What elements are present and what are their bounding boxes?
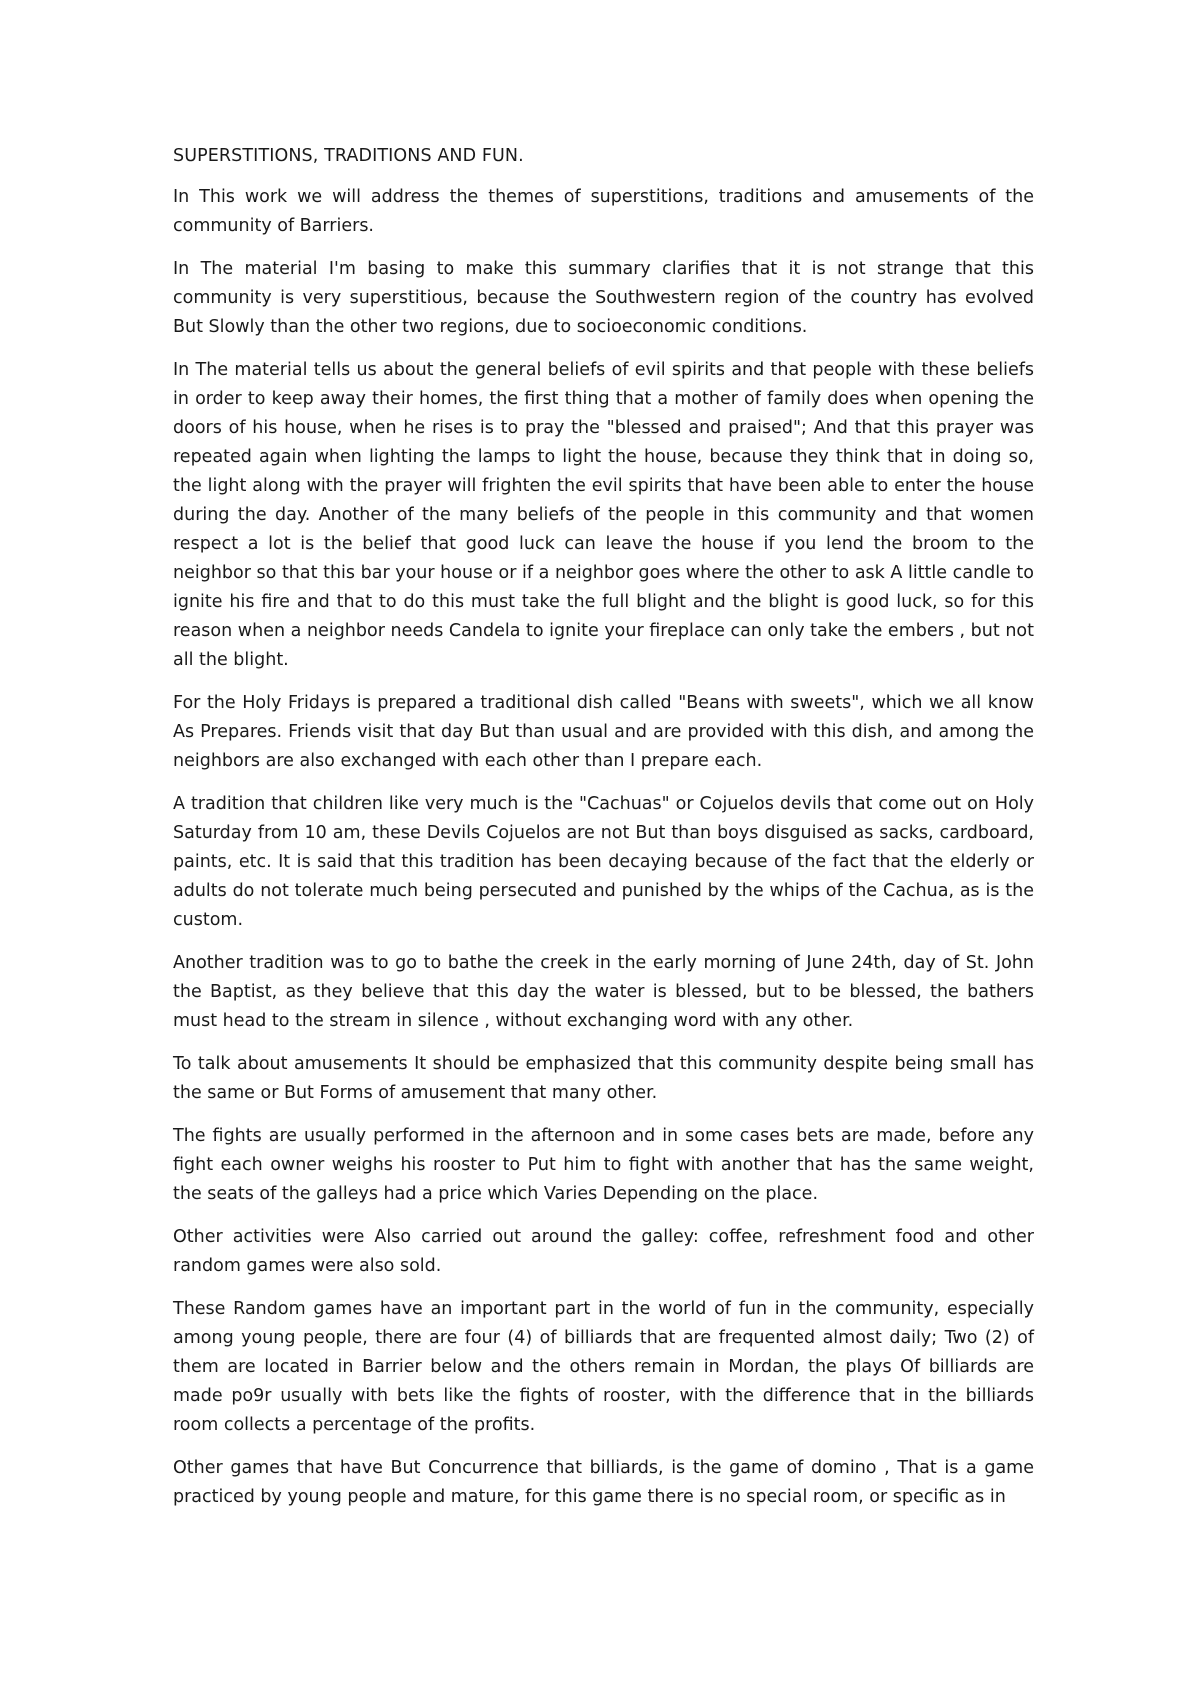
- paragraph-evil-spirits-beliefs: In The material tells us about the general beliefs of evil spirits and that people with these beliefs in order to keep away their homes, the first thing that a mother of family does when opening the doors of his house, when he rises is to pray the "blessed and praised"; And that this prayer was repeated again when lighting the lamps to light the house, because they think that in doing so, the light along with the prayer will frighten the evil spirits that have been able to enter the house during the day. Another of the many beliefs of the people in this community and that women respect a lot is the belief that good luck can leave the house if you lend the broom to the neighbor so that this bar your house or if a neighbor goes where the other to ask A little candle to ignite his fire and that to do this must take the full blight and the blight is good luck, so for this reason when a neighbor needs Candela to ignite your fireplace can only take the embers , but not all the blight.: [173, 360, 1034, 670]
- paragraph-billiards: These Random games have an important part in the world of fun in the community, especially among young people, there are four (4) of billiards that are frequented almost daily; Two (2) of them are located in Barrier below and the others remain in Mordan, the plays Of billiards are made po9r usually with bets like the fights of rooster, with the difference that in the billiards room collects a percentage of the profits.: [173, 1299, 1034, 1435]
- paragraph-holy-fridays: For the Holy Fridays is prepared a traditional dish called "Beans with sweets", which we all know As Prepares. Friends visit that day But than usual and are provided with this dish, and among the neighbors are also exchanged with each other than I prepare each.: [173, 693, 1034, 771]
- paragraph-domino: Other games that have But Concurrence that billiards, is the game of domino , That is a game practiced by young people and mature, for this game there is no special room, or specific as in: [173, 1458, 1034, 1507]
- paragraph-regional-context: In The material I'm basing to make this summary clarifies that it is not strange that this community is very superstitious, because the Southwestern region of the country has evolved But Slowly than the other two regions, due to socioeconomic conditions.: [173, 259, 1034, 337]
- paragraph-cockfights: The fights are usually performed in the afternoon and in some cases bets are made, before any fight each owner weighs his rooster to Put him to fight with another that has the same weight, the seats of the galleys had a price which Varies Depending on the place.: [173, 1126, 1034, 1204]
- paragraph-amusements: To talk about amusements It should be emphasized that this community despite being small has the same or But Forms of amusement that many other.: [173, 1054, 1034, 1103]
- document-page: [173, 142, 1034, 1526]
- document-title: SUPERSTITIONS, TRADITIONS AND FUN.: [173, 146, 524, 166]
- paragraph-st-john-bath: Another tradition was to go to bathe the creek in the early morning of June 24th, day of St. John the Baptist, as they believe that this day the water is blessed, but to be blessed, the bathers must head to the stream in silence , without exchanging word with any other.: [173, 953, 1034, 1031]
- paragraph-cachuas-tradition: A tradition that children like very much is the "Cachuas" or Cojuelos devils that come out on Holy Saturday from 10 am, these Devils Cojuelos are not But than boys disguised as sacks, cardboard, paints, etc. It is said that this tradition has been decaying because of the fact that the elderly or adults do not tolerate much being persecuted and punished by the whips of the Cachua, as is the custom.: [173, 794, 1034, 930]
- paragraph-galley-activities: Other activities were Also carried out around the galley: coffee, refreshment food and other random games were also sold.: [173, 1227, 1034, 1276]
- paragraph-introduction: In This work we will address the themes of superstitions, traditions and amusements of the community of Barriers.: [173, 187, 1034, 236]
